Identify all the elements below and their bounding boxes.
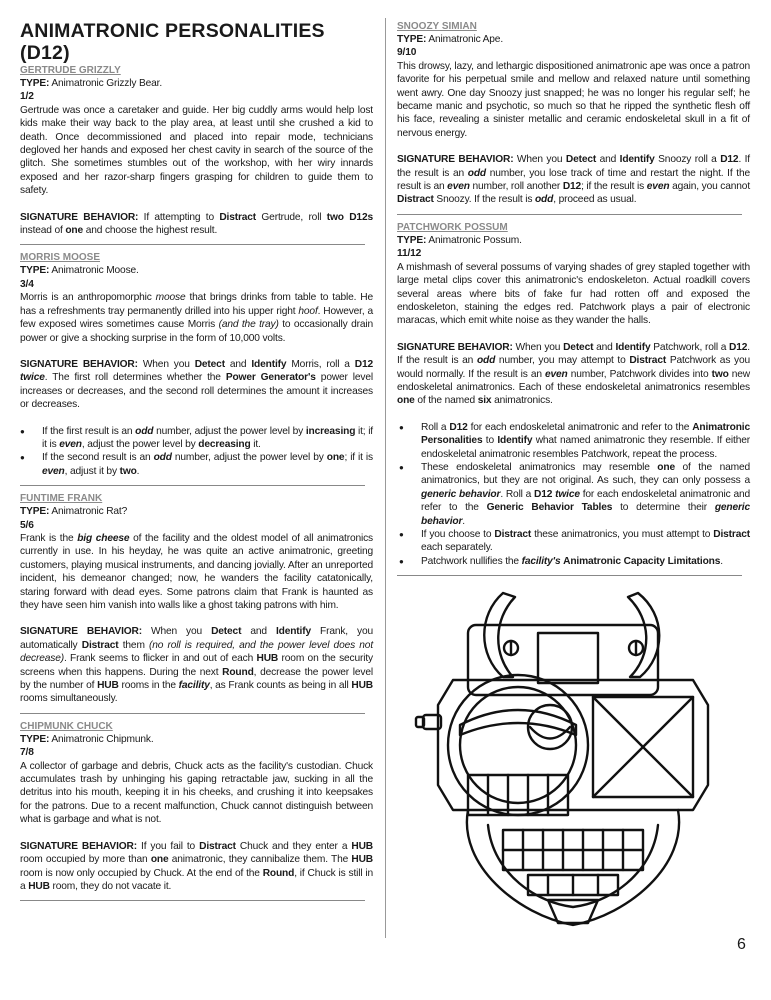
emphasis: D12 [449,421,468,433]
entry-type [20,264,373,277]
emphasis: Distract [81,639,119,651]
entry-description: Frank is the big cheese of the facility and the oldest model of all animatronics currently in use. In his heyday, he was quite an active animatronic, greeting customers, playing musical instruments, and dancing jovially. After an unreported incident, his demeanor changed; now, he wanders the facility catatonically, staring forward with dead eyes. Some patrons claim that Frank is haunted as they have seen him vanish into walls like a ghost taking patrons with him. [20,532,373,611]
emphasis: D12 [562,181,582,193]
emphasis: HUB [97,680,119,692]
emphasis: D12 [534,488,553,500]
emphasis: facility [178,680,210,692]
emphasis: hoof [298,305,318,317]
bullet-list [397,421,750,568]
entry-gertrude [20,64,373,245]
head-casing [438,680,708,810]
left-column [20,20,373,907]
emphasis: HUB [28,880,50,892]
page-title: ANIMATRONIC PERSONALITIES (D12) [20,20,325,64]
emphasis: one [150,854,169,866]
left-horn [484,593,515,677]
sig-text: When you Detect and Identify Morris, roll a D12 twice. The first roll determines whether the Power Generator's power level increases or decreases, and the second roll determines the amount it increases or decreases. [20,358,374,411]
emphasis: odd [534,194,554,206]
signature-label: SIGNATURE BEHAVIOR: [20,358,138,370]
emphasis: Power Generator's [225,372,316,384]
emphasis: Detect [565,154,597,166]
type-label: TYPE: [20,78,50,89]
emphasis: Identify [497,435,533,447]
signature-behavior [20,840,373,894]
signature-behavior [397,153,750,207]
emphasis: Generic Behavior Tables [486,502,613,514]
emphasis: odd [476,355,496,367]
entry-type [20,733,373,746]
entry-roll: 11/12 [397,248,422,260]
signature-label: SIGNATURE BEHAVIOR: [20,840,137,852]
emphasis: HUB [256,653,279,665]
emphasis: Distract [713,529,750,540]
emphasis: Distract [397,194,434,206]
emphasis: odd [467,167,486,179]
sig-text: When you Detect and Identify Patchwork, roll a D12. If the result is an odd number, you may attempt to Distract Patchwork as you would normally. If the result is an even number, Patchwork divides into two new endoskeletal animatronics. Each of these endoskeletal animatronics resembles one of the named six animatronics. [397,341,751,407]
column-divider [385,18,386,938]
emphasis: twice [20,372,45,384]
emphasis: one [397,395,415,407]
emphasis: two D12s [326,211,373,223]
type-label: TYPE: [397,234,427,246]
entry-type [20,505,373,518]
divider [20,485,365,486]
emphasis: Identify [619,154,655,166]
emphasis: odd [135,425,154,437]
entry-frank [20,492,373,714]
divider [397,214,742,215]
emphasis: increasing [305,425,356,437]
bullet-item: ● Patchwork nullifies the facility's Animatronic Capacity Limitations. [421,555,750,568]
bullet-item: ● These endoskeletal animatronics may resemble one of the named animatronics, but they are not original. As such, they can only possess a generic behavior. Roll a D12 twice for each endoskeletal animatronic and refer to the Generic Behavior Tables to determine their generic behavior. [421,461,750,528]
emphasis: even [59,438,82,450]
signature-behavior [20,211,373,238]
bullet-item: ● If the first result is an odd number, adjust the power level by increasing it; if it is even, adjust the power level by decreasing it. [42,425,373,452]
signature-label: SIGNATURE BEHAVIOR: [20,626,142,638]
entry-name: PATCHWORK POSSUM [397,221,508,233]
bullet-list [20,425,373,479]
signature-label: SIGNATURE BEHAVIOR: [397,341,513,353]
bullet-item: ● If the second result is an odd number, adjust the power level by one; if it is even, adjust it by two. [42,451,373,478]
emphasis: Identify [275,626,311,638]
page-number: 6 [737,936,746,953]
emphasis: HUB [351,840,373,852]
signature-label: SIGNATURE BEHAVIOR: [20,211,139,223]
type-label: TYPE: [20,733,50,745]
emphasis: Round [222,666,254,678]
emphasis: Detect [211,626,242,638]
divider [397,575,742,576]
emphasis: generic behavior [421,502,751,527]
entry-type [20,77,373,90]
entry-roll: 7/8 [20,747,34,759]
entry-description: This drowsy, lazy, and lethargic dispositioned animatronic ape was once a patron favorite for his perpetual smile and mellow and relaxed nature until something went awry. One day Snoozy just snapped; he was no longer his regular self; he became manic and psychotic, so much so that he ripped the synthetic flesh off his face, revealing a sinister metallic and ceramic endoskeletal skull in a fit of nervous energy. [397,60,750,139]
emphasis: even [42,465,65,477]
sig-text: If you fail to Distract Chuck and they enter a HUB room occupied by more than one animatronic, they cannibalize them. The HUB room is now only occupied by Chuck. At the end of the Round, if Chuck is still in a HUB room, they do not vacate it. [20,840,374,892]
emphasis: Animatronic Capacity Limitations [563,555,721,567]
type-value: Animatronic Rat? [51,506,128,518]
type-value: Animatronic Moose. [51,265,139,277]
emphasis: moose [155,292,186,304]
entry-roll: 9/10 [397,47,417,59]
emphasis: one [326,452,345,464]
emphasis: even [447,181,470,193]
entry-patchwork [397,221,750,576]
entry-morris [20,251,373,486]
emphasis: even [646,181,670,193]
emphasis: (no roll is required, and the power level does not decrease) [20,639,373,665]
emphasis: big cheese [77,532,130,544]
sig-text: If attempting to Distract Gertrude, roll two D12s instead of one and choose the highest result. [20,211,373,237]
emphasis: one [65,225,84,237]
entry-chuck [20,720,373,901]
emphasis: Detect [563,341,594,353]
sig-text: When you Detect and Identify Snoozy roll a D12. If the result is an odd number, you lose track of time and restart the night. If the result is an even number, roll another D12; if the result is even again, you cannot Distract Snoozy. If the result is odd, proceed as usual. [397,154,750,206]
emphasis: HUB [351,680,373,692]
bullet-item: ● Roll a D12 for each endoskeletal animatronic and refer to the Animatronic Personalities to Identify what named animatronic they resemble. If either endoskeletal animatronic resembles Patchwork, repeat the process. [421,421,750,461]
emphasis: two [119,465,137,477]
entry-name: CHIPMUNK CHUCK [20,720,113,732]
entry-description: Gertrude was once a caretaker and guide. Her big cuddly arms would help lost kids make their way back to the play area, at least until she crushed a kid to death. Once decommissioned and placed into repair mode, technicians degloved her hands and exposed her chest cavity in search of the source of the glitch. She sometimes stumbles out of the workshop, with her wiry innards exposed and her razor-sharp fingers grasping for children to guide them to safety. [20,104,373,197]
emphasis: Identify [251,358,287,370]
emphasis: Detect [194,358,225,370]
bullet-item: ● If you choose to Distract these animatronics, you must attempt to Distract each separately. [421,528,750,555]
emphasis: facility's [521,555,561,567]
emphasis: D12 [354,358,373,370]
emphasis: HUB [351,854,374,866]
emphasis: Distract [219,211,257,223]
emphasis: twice [555,488,580,500]
entry-name: SNOOZY SIMIAN [397,21,477,32]
sig-text: When you Detect and Identify Frank, you automatically Distract them (no roll is required, and the power level does not decrease). Frank seems to flicker in and out of each HUB room on the security screens when this happens. During the next Round, decrease the power level by the number of HUB rooms in the facility, as Frank counts as being in all HUB rooms simultaneously. [20,626,373,705]
emphasis: Distract [494,529,532,540]
type-label: TYPE: [20,506,50,518]
entry-type [397,33,750,46]
animatronic-illustration [408,585,740,937]
entry-description: Morris is an anthropomorphic moose that brings drinks from table to table. He has a refreshments tray permanently drilled into his upper right hoof. However, a few exposed wires sometimes cause Morris (and the tray) to occasionally drain power or give a shocking surprise in the form of 10,000 volts. [20,292,373,344]
type-value: Animatronic Ape. [428,34,504,45]
divider [20,900,365,901]
entry-roll: 1/2 [20,91,34,103]
emphasis: odd [153,452,172,464]
right-horn [628,593,659,677]
entry-name: MORRIS MOOSE [20,252,101,264]
entry-description: A collector of garbage and debris, Chuck acts as the facility's custodian. Chuck accumulates trash by unhinging his gaping retractable jaw, sucking in all the detritus into his mouth, keeping it in his cheeks, and crushing it into keepsakes for the patrons. Due to a recent malfunction, Chuck cannot distinguish between what is garbage and what is not. [20,760,373,826]
entry-name: GERTRUDE GRIZZLY [20,65,121,76]
emphasis: one [657,461,675,473]
type-value: Animatronic Chipmunk. [51,733,154,745]
eye-lid [460,710,576,735]
entry-snoozy [397,20,750,215]
divider [20,244,365,245]
entry-description: A mishmash of several possums of varying shades of grey stapled together with large metal clips cover this animatronic's endoskeleton. Actual roadkill covers several areas where bits of fake fur had rotten off and exposed the endoskeleton, staining the edges red. Patchwork plays a pair of electronic maracas, which emit white noise as they wander the halls. [397,261,750,327]
signature-behavior [20,625,373,705]
emphasis: D12 [720,154,739,166]
type-value: Animatronic Possum. [428,234,522,246]
signature-behavior [20,358,373,412]
top-plate [468,625,658,695]
emphasis: Distract [629,355,667,367]
emphasis: six [477,395,492,407]
emphasis: Identify [615,341,651,353]
emphasis: Round [262,867,295,879]
right-column [397,20,750,582]
type-label: TYPE: [20,265,50,277]
type-label: TYPE: [397,34,427,45]
entry-type [397,234,750,247]
emphasis: decreasing [198,438,251,450]
emphasis: even [544,368,568,380]
top-inner [538,633,598,683]
emphasis: Distract [199,840,236,852]
entry-roll: 5/6 [20,519,34,531]
emphasis: two [711,368,729,380]
emphasis: (and the tray) [218,319,279,331]
emphasis: Animatronic Personalities [421,421,750,447]
emphasis: generic behavior [421,488,501,500]
signature-behavior [397,341,750,408]
emphasis: D12 [729,341,748,353]
divider [20,713,365,714]
signature-label: SIGNATURE BEHAVIOR: [397,154,514,166]
entry-roll: 3/4 [20,278,34,290]
type-value: Animatronic Grizzly Bear. [51,78,163,89]
entry-name: FUNTIME FRANK [20,493,103,505]
